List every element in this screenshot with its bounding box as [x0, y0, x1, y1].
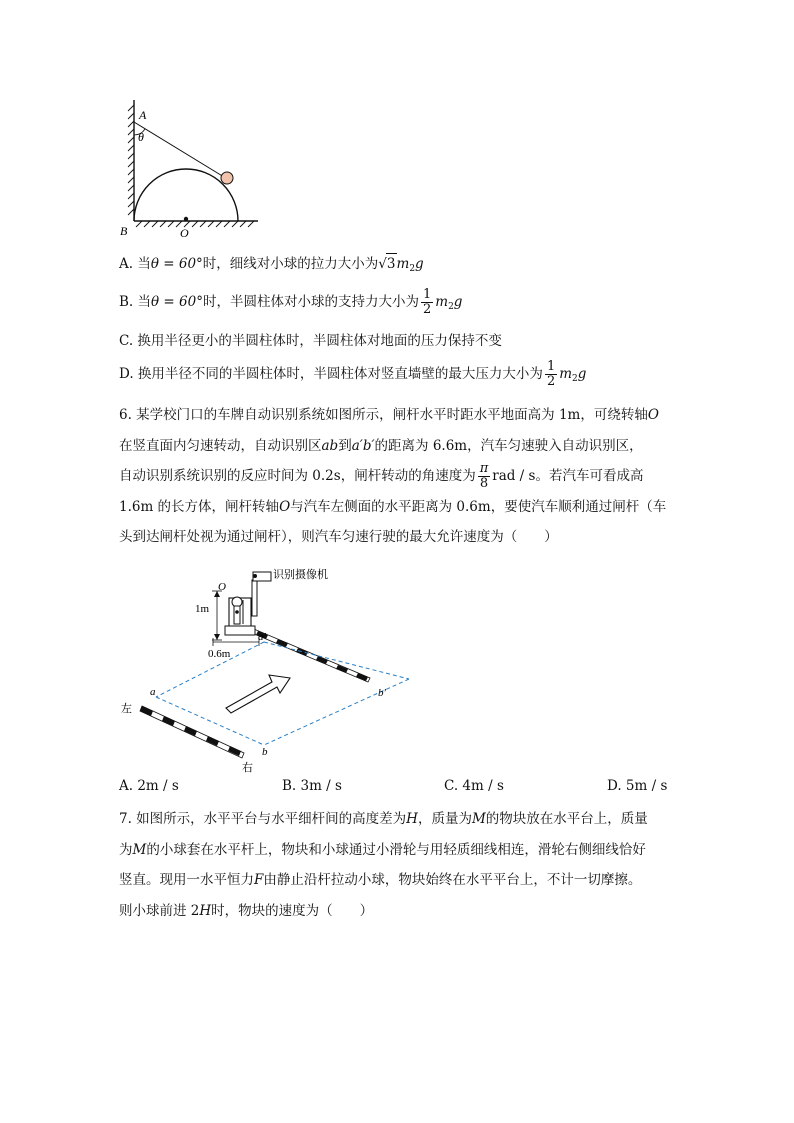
- fraction-half: $\frac{1}{2}$: [546, 359, 556, 389]
- label-A: A: [139, 108, 147, 122]
- q6-option-b[interactable]: B. 3m / s: [282, 778, 342, 794]
- fraction-pi-over-8: $\frac{\pi}{8}$: [479, 461, 489, 491]
- q5-option-b[interactable]: B. 当θ = 60°时，半圆柱体对小球的支持力大小为 $\frac{1}{2}$ $m_2g$: [119, 287, 463, 317]
- figure-semicircle-wall: [112, 95, 272, 240]
- label-0-6m: 0.6m: [208, 648, 231, 660]
- label-b-prime: b′: [378, 687, 386, 699]
- figure-license-plate-gate: [112, 560, 422, 775]
- label-b: b: [262, 746, 268, 758]
- label-B: B: [120, 224, 128, 238]
- label-left: 左: [121, 703, 132, 715]
- q5-option-d[interactable]: D. 换用半径不同的半圆柱体时，半圆柱体对竖直墙壁的最大压力大小为 $\frac{1}{2}$ $m_2g$: [119, 359, 587, 389]
- label-theta: θ: [138, 130, 144, 144]
- label-a-prime: a′: [258, 631, 266, 643]
- label-right: 右: [242, 762, 253, 774]
- q5-option-c[interactable]: C. 换用半径更小的半圆柱体时，半圆柱体对地面的压力保持不变: [119, 333, 502, 349]
- label-O: O: [180, 226, 189, 240]
- label-1m: 1m: [195, 603, 210, 615]
- q6-option-c[interactable]: C. 4m / s: [444, 778, 504, 794]
- q6-option-a[interactable]: A. 2m / s: [119, 778, 179, 794]
- label-O2: O: [218, 581, 226, 593]
- q5-option-a[interactable]: A. 当θ = 60°时，细线对小球的拉力大小为$√3m_2g$: [119, 253, 424, 279]
- q6-option-d[interactable]: D. 5m / s: [607, 778, 668, 794]
- lower-gate-bar: [140, 706, 244, 758]
- label-camera: 识别摄像机: [273, 569, 328, 581]
- label-a: a: [150, 686, 156, 698]
- question-6-text: 6. 某学校门口的车牌自动识别系统如图所示，闸杆水平时距水平地面高为 1m，可绕转轴O 在竖直面内匀速转动，自动识别区ab到a′b′的距离为 6.6m，汽车匀速驶入自动识别区， 自动识别系统识别的反应时间为 0.2s，闸杆转动的角速度为 $\frac{\pi}{8}$ rad / s。若汽车可看成高 1.6m 的长方体，闸杆转轴O与汽车左侧面的水平距离为 0.6m，要使汽车顺利通过闸杆（车 头到达闸杆处视为通过闸杆），则汽车匀速行驶的最大允许速度为（ ）: [119, 407, 667, 545]
- fraction-half: $\frac{1}{2}$: [422, 287, 432, 317]
- question-7-text: 7. 如图所示，水平平台与水平细杆间的高度差为H，质量为M的物块放在水平台上，质量 为M的小球套在水平杆上，物块和小球通过小滑轮与用轻质细线相连，滑轮右侧细线恰好 竖直。现用一水平恒力F由静止沿杆拉动小球，物块始终在水平平台上，不计一切摩擦。 则小球前进 2H时，物块的速度为（ ）: [119, 811, 648, 919]
